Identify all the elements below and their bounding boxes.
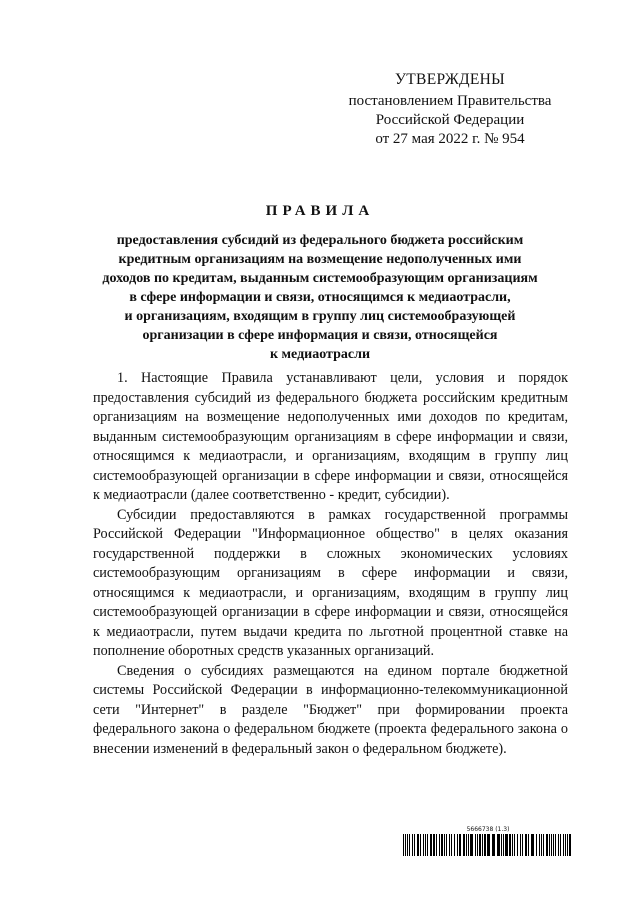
subtitle-line: к медиаотрасли <box>269 347 371 362</box>
paragraph: Сведения о субсидиях размещаются на едином портале бюджетной системы Российской Федерации в информационно-телекоммуникационной сети "Интернет" в разделе "Бюджет" при формировании проекта федерального закона о федеральном бюджете (проекта федерального закона о внесении изменений в федеральный закон о федеральном бюджете). <box>93 662 568 757</box>
subtitle-line: организации в сфере информация и связи, относящейся <box>142 328 498 343</box>
subtitle-line: предоставления субсидий из федерального бюджета российским <box>116 233 524 248</box>
approval-heading: УТВЕРЖДЕНЫ <box>395 71 505 88</box>
paragraph: Субсидии предоставляются в рамках государственной программы Российской Федерации "Информационное общество" в целях оказания государственной поддержки в сложных экономических условиях системообразующим организациям в сфере информации и связи, относящимся к медиаотрасли, и организациям, входящим в группу лиц системообразующей организации в сфере информации и связи, относящейся к медиаотрасли, путем выдачи кредита по льготной процентной ставке на пополнение оборотных средств указанных организаций. <box>93 506 568 659</box>
barcode-number: 5666738 (1.3) <box>466 826 510 833</box>
document-title: ПРАВИЛА <box>265 203 375 219</box>
document-body <box>93 369 568 759</box>
document-barcode <box>403 826 573 856</box>
document-subtitle <box>80 231 560 364</box>
approval-line: Российской Федерации <box>375 112 525 128</box>
subtitle-line: в сфере информации и связи, относящимся к медиаотрасли, <box>129 290 511 305</box>
approval-line: постановлением Правительства <box>348 93 552 109</box>
paragraph: 1. Настоящие Правила устанавливают цели, условия и порядок предоставления субсидий из федерального бюджета российским кредитным организациям на возмещение недополученных ими доходов по кредитам, выданным системообразующим организациям в сфере информации и связи, относящимся к медиаотрасли, и организациям, входящим в группу лиц системообразующей организации в сфере информации и связи, относящейся к медиаотрасли (далее соответственно - кредит, субсидии). <box>93 370 568 503</box>
subtitle-line: доходов по кредитам, выданным системообразующим организациям <box>102 271 538 286</box>
subtitle-line: кредитным организациям на возмещение недополученных ими <box>118 252 522 267</box>
approval-stamp <box>330 70 570 149</box>
barcode-icon <box>403 834 573 856</box>
subtitle-line: и организациям, входящим в группу лиц системообразующей <box>124 309 516 324</box>
approval-line: от 27 мая 2022 г. № 954 <box>375 131 525 147</box>
